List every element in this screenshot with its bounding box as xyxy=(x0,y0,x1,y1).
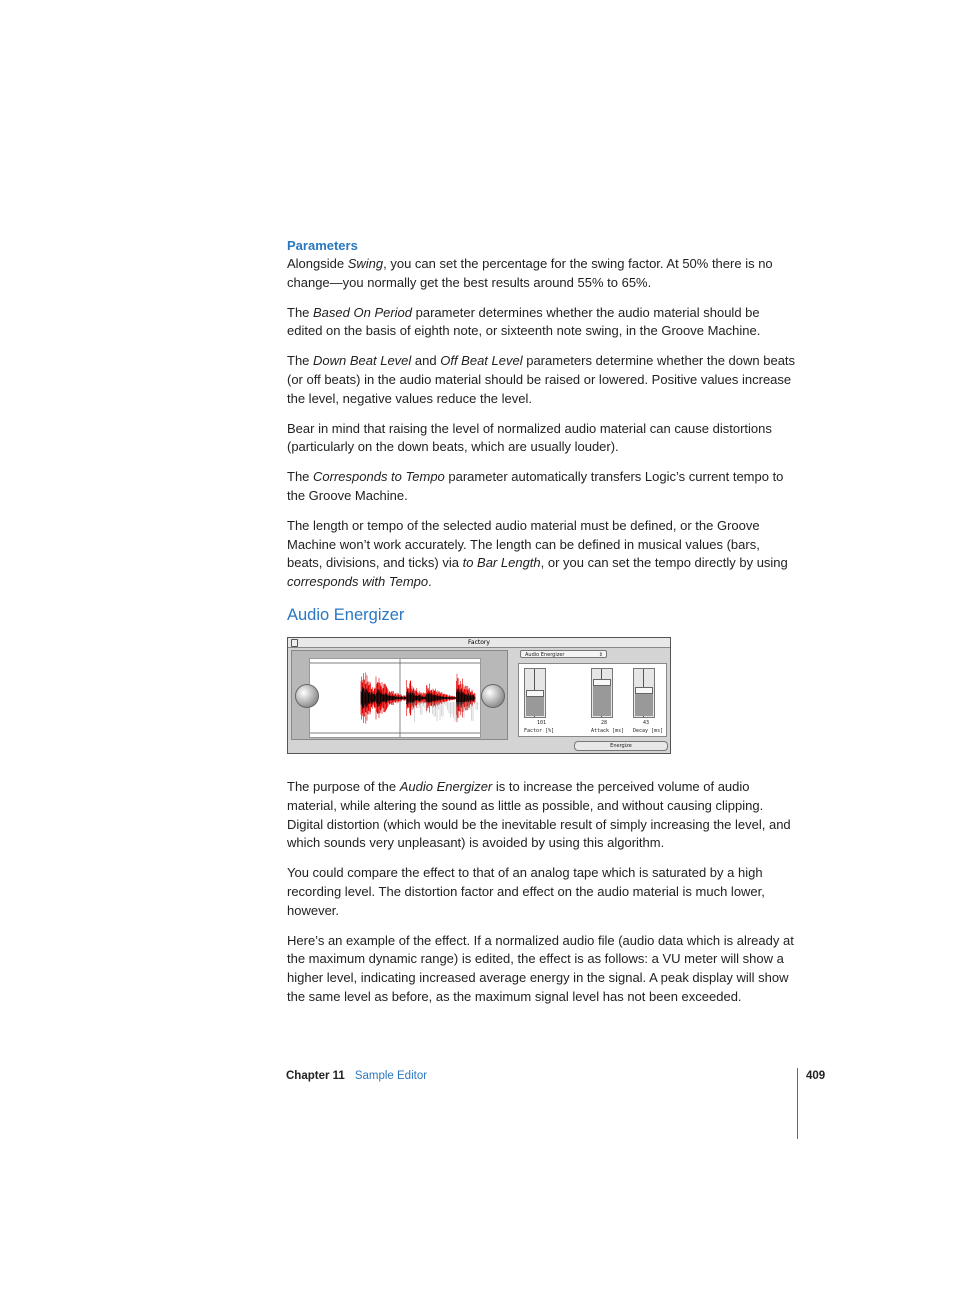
preset-menu[interactable] xyxy=(520,650,607,658)
slider-panel xyxy=(518,663,667,737)
slider-fill xyxy=(635,694,653,716)
slider-knob[interactable] xyxy=(635,687,653,694)
page-content xyxy=(287,236,797,1018)
updown-arrows-icon: ⇕ xyxy=(598,651,603,658)
section-heading-parameters: Parameters xyxy=(287,238,358,253)
preset-menu-label: Audio Energizer xyxy=(525,651,565,658)
paragraph: Here’s an example of the effect. If a normalized audio file (audio data which is already at the maximum dynamic range) is edited, the effect is as follows: a VU meter will show a higher level, indicating increased average energy in the signal. A peak display will show the same level as before, as the maximum signal level has not been exceeded. xyxy=(287,932,794,1004)
paragraph: Bear in mind that raising the level of normalized audio material can cause distortions (particularly on the down beats, which are usually louder). xyxy=(287,420,772,455)
audio-energizer-window xyxy=(287,637,671,754)
factor-slider[interactable] xyxy=(524,668,546,718)
slider-fill xyxy=(526,697,544,716)
slider-knob[interactable] xyxy=(526,690,544,697)
footer-rule xyxy=(797,1068,798,1139)
window-titlebar xyxy=(288,638,670,648)
waveform-graphic xyxy=(310,659,480,737)
paragraph: The length or tempo of the selected audio material must be defined, or the Groove Machine won’t work accurately. The length can be defined in musical values (bars, beats, divisions, and ticks) via to Bar Length, or you can set the tempo directly by using corresponds with Tempo. xyxy=(287,517,788,590)
energize-button[interactable]: Energize xyxy=(574,741,668,751)
footer-chapter: Chapter 11 xyxy=(286,1070,345,1082)
attack-slider[interactable] xyxy=(591,668,613,718)
decay-label: Decay [ms] xyxy=(633,727,664,734)
slider-fill xyxy=(593,686,611,716)
section-heading-audio-energizer: Audio Energizer xyxy=(287,605,405,624)
waveform-display xyxy=(309,658,481,738)
paragraph: The Down Beat Level and Off Beat Level parameters determine whether the down beats (or off beats) in the audio material should be raised or lowered. Positive values increase the level, negative values reduce the level. xyxy=(287,353,796,406)
paragraph: The Corresponds to Tempo parameter automatically transfers Logic’s current tempo to the Groove Machine. xyxy=(287,469,784,503)
waveform-frame xyxy=(291,650,508,740)
decay-value: 43 xyxy=(643,719,650,726)
factor-value: 101 xyxy=(537,719,547,726)
attack-value: 28 xyxy=(601,719,608,726)
page-footer xyxy=(286,1070,427,1082)
slider-knob[interactable] xyxy=(593,679,611,686)
attack-label: Attack [ms] xyxy=(591,727,625,734)
page-number: 409 xyxy=(806,1070,826,1082)
window-title: Factory xyxy=(468,638,490,646)
lock-icon[interactable] xyxy=(291,639,298,647)
paragraph: You could compare the effect to that of an analog tape which is saturated by a high recording level. The distortion factor and effect on the audio material is much lower, however. xyxy=(287,865,765,918)
decay-slider[interactable] xyxy=(633,668,655,718)
paragraph: The purpose of the Audio Energizer is to increase the perceived volume of audio material, while altering the sound as little as possible, and without causing clipping. Digital distortion (which would be the inevitable result of simply increasing the level, and which sounds very unpleasant) is avoided by using this algorithm. xyxy=(287,778,791,851)
right-sphere-handle[interactable] xyxy=(481,684,505,708)
paragraph: Alongside Swing, you can set the percentage for the swing factor. At 50% there is no change—you normally get the best results around 55% to 65%. xyxy=(287,256,773,290)
left-sphere-handle[interactable] xyxy=(295,684,319,708)
footer-section-link[interactable]: Sample Editor xyxy=(354,1070,428,1082)
factor-label: Factor [%] xyxy=(524,727,555,734)
paragraph: The Based On Period parameter determines whether the audio material should be edited on the basis of eighth note, or sixteenth note swing, in the Groove Machine. xyxy=(287,304,761,339)
